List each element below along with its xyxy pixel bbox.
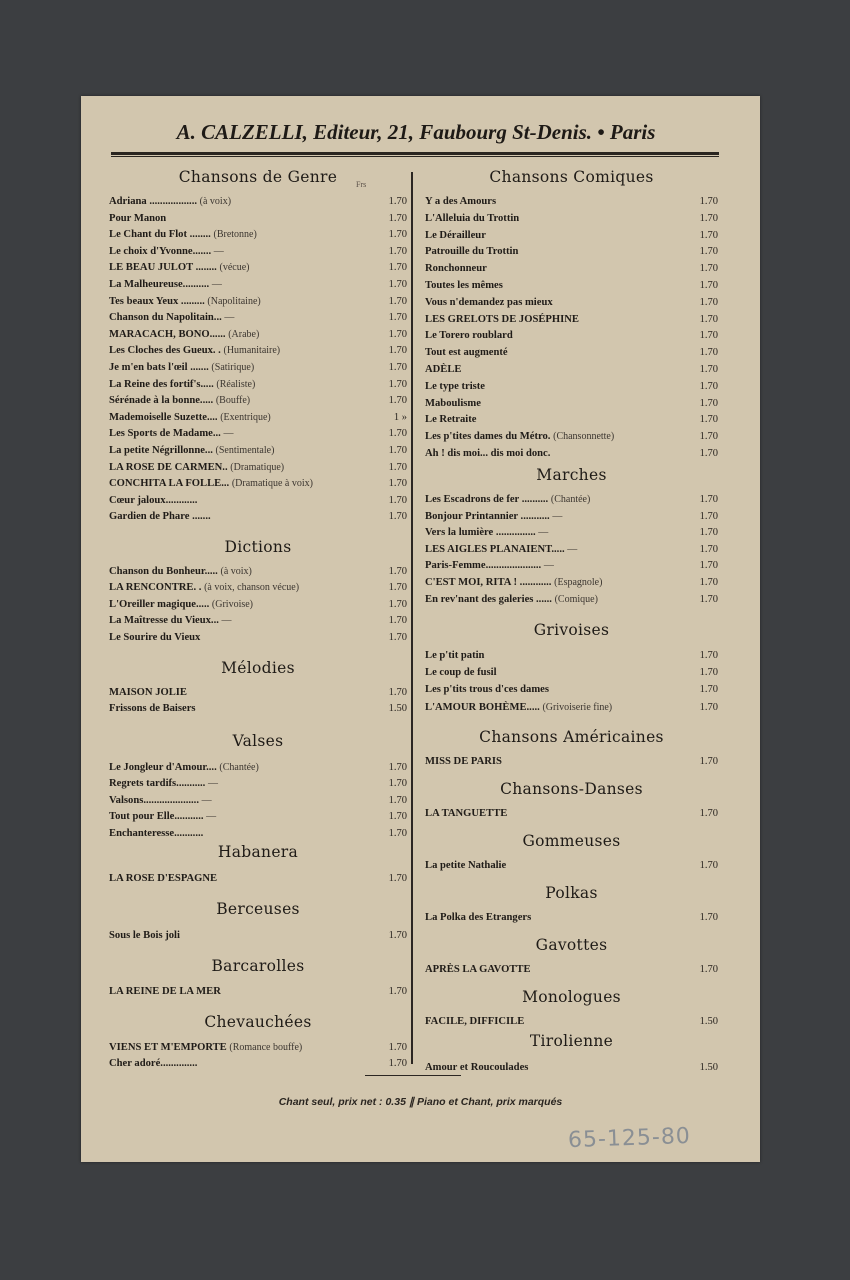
song-price: 1.70	[699, 380, 718, 392]
song-entry	[109, 826, 407, 843]
song-entry	[425, 665, 718, 682]
song-entry	[425, 312, 718, 329]
song-genre-note: (Réaliste)	[216, 378, 256, 390]
song-price: 1.70	[388, 378, 407, 390]
song-genre-note: (à voix)	[220, 566, 252, 577]
song-title: Le p'tit patin	[425, 650, 485, 661]
song-genre-note: —	[567, 543, 578, 555]
song-title: Les p'tits trous d'ces dames	[425, 684, 549, 696]
song-genre-note: (Humanitaire)	[223, 345, 281, 357]
song-price: 1.70	[699, 494, 718, 505]
song-price: 1.70	[699, 510, 718, 522]
song-entry	[109, 310, 407, 327]
song-title: Ah ! dis moi... dis moi donc.	[425, 448, 551, 459]
song-price: 1.70	[388, 494, 407, 506]
song-title: CONCHITA LA FOLLE...	[109, 478, 230, 490]
section-title-barcarolles: Barcarolles	[211, 957, 305, 975]
song-price: 1.70	[388, 312, 407, 324]
song-title: LES GRELOTS DE JOSÉPHINE	[425, 313, 579, 325]
song-entry	[425, 429, 718, 446]
song-title: L'Alleluia du Trottin	[425, 212, 520, 224]
song-entry	[425, 592, 718, 609]
song-title: Cœur jaloux............	[109, 494, 198, 506]
song-entry	[109, 194, 407, 211]
song-price: 1.70	[388, 986, 407, 997]
song-entry	[109, 509, 407, 526]
song-title: LA REINE DE LA MER	[109, 986, 221, 997]
song-title: L'Oreiller magique.....	[109, 598, 210, 610]
song-title: La petite Négrillonne...	[109, 445, 213, 456]
song-entry	[425, 558, 718, 575]
song-entry	[425, 1014, 718, 1031]
song-price: 1.70	[388, 328, 407, 340]
song-price: 1.70	[388, 827, 407, 839]
song-entry	[425, 228, 718, 245]
song-genre-note: (Chantée)	[219, 762, 259, 773]
song-entry	[109, 244, 407, 261]
song-entry	[425, 962, 718, 979]
song-title: LA RENCONTRE. .	[109, 582, 202, 594]
song-entry	[109, 294, 407, 311]
song-entry	[109, 760, 407, 777]
song-title: Regrets tardifs...........	[109, 778, 206, 790]
song-entry	[109, 260, 407, 277]
song-entry	[425, 1060, 718, 1077]
song-genre-note: —	[207, 778, 218, 790]
song-entry	[109, 580, 407, 597]
song-entry	[425, 345, 718, 362]
song-price: 1.70	[388, 196, 407, 207]
song-title: Chanson du Napolitain...	[109, 312, 222, 324]
song-entry	[109, 1040, 407, 1057]
section-title-chansons-comiques: Chansons Comiques	[489, 168, 654, 186]
song-entry	[425, 194, 718, 211]
song-price: 1.70	[388, 566, 407, 577]
song-title: L'AMOUR BOHÈME.....	[425, 701, 540, 713]
song-title: Le Jongleur d'Amour....	[109, 762, 217, 773]
song-entry	[109, 871, 407, 888]
song-price: 1.70	[699, 667, 718, 679]
song-title: Sérénade à la bonne.....	[109, 395, 214, 407]
header-rule	[111, 152, 719, 157]
song-price: 1.70	[388, 598, 407, 610]
song-genre-note: —	[543, 560, 554, 572]
song-title: FACILE, DIFFICILE	[425, 1016, 525, 1027]
song-title: Le coup de fusil	[425, 667, 497, 679]
song-price: 1.70	[388, 687, 407, 698]
song-title: Valsons.....................	[109, 794, 199, 806]
section-title-melodies: Mélodies	[221, 659, 295, 677]
song-genre-note: (Bretonne)	[213, 229, 257, 241]
song-entry	[109, 793, 407, 810]
song-genre-note: (vécue)	[219, 262, 250, 274]
song-genre-note: —	[552, 510, 563, 522]
song-price: 1.70	[388, 794, 407, 806]
section-title-dictions: Dictions	[224, 538, 292, 556]
song-entry	[425, 525, 718, 542]
song-price: 1.70	[388, 1042, 407, 1053]
song-title: Le choix d'Yvonne.......	[109, 245, 212, 257]
song-title: La petite Nathalie	[425, 860, 507, 871]
song-genre-note: (Satirique)	[211, 362, 255, 373]
song-title: MAISON JOLIE	[109, 687, 187, 698]
song-genre-note: —	[213, 245, 224, 257]
song-entry	[109, 613, 407, 630]
song-title: Maboulisme	[425, 397, 481, 409]
section-title-chevauchees: Chevauchées	[204, 1013, 312, 1031]
song-title: APRÈS LA GAVOTTE	[425, 964, 531, 975]
song-entry	[425, 542, 718, 559]
song-price: 1.70	[388, 582, 407, 594]
song-genre-note: (Sentimentale)	[215, 445, 275, 456]
song-entry	[425, 295, 718, 312]
song-title: Frissons de Baisers	[109, 703, 196, 715]
song-entry	[425, 509, 718, 526]
song-title: La Maîtresse du Vieux...	[109, 615, 219, 627]
song-entry	[109, 393, 407, 410]
song-genre-note: (Arabe)	[228, 328, 260, 340]
song-price: 1.70	[388, 295, 407, 307]
song-title: LES AIGLES PLANAIENT.....	[425, 543, 565, 555]
song-entry	[109, 1056, 407, 1073]
song-price: 1.70	[388, 511, 407, 523]
song-entry	[109, 377, 407, 394]
song-entry	[109, 630, 407, 647]
song-price: 1.70	[699, 212, 718, 224]
song-genre-note: (Grivoise)	[211, 598, 254, 610]
song-title: Cher adoré..............	[109, 1058, 198, 1069]
song-price: 1.70	[388, 762, 407, 773]
song-title: Sous le Bois joli	[109, 930, 180, 941]
song-entry	[425, 575, 718, 592]
song-price: 1.70	[388, 631, 407, 643]
footer-note: Chant seul, prix net : 0.35 ∥ Piano et Chant, prix marqués	[278, 1096, 563, 1108]
song-price: 1.70	[699, 912, 718, 923]
song-price: 1.70	[699, 527, 718, 539]
song-entry	[109, 809, 407, 826]
song-entry	[425, 396, 718, 413]
section-title-valses: Valses	[232, 732, 284, 750]
song-title: LA ROSE D'ESPAGNE	[109, 873, 218, 884]
song-genre-note: (Romance bouffe)	[229, 1042, 303, 1053]
song-title: Le Chant du Flot ........	[109, 229, 211, 241]
section-title-monologues: Monologues	[522, 988, 621, 1006]
song-entry	[109, 776, 407, 793]
song-title: La Polka des Etrangers	[425, 912, 532, 923]
song-entry	[109, 984, 407, 1001]
song-entry	[425, 700, 718, 717]
song-price: 1.70	[699, 650, 718, 661]
song-price: 1.70	[388, 478, 407, 490]
song-price: 1.70	[699, 808, 718, 819]
section-title-polkas: Polkas	[545, 884, 598, 902]
song-price: 1.70	[388, 229, 407, 241]
song-price: 1.70	[699, 246, 718, 258]
song-price: 1.70	[699, 684, 718, 696]
song-entry	[425, 754, 718, 771]
song-title: Je m'en bats l'œil .......	[109, 362, 209, 373]
song-entry	[109, 460, 407, 477]
catalogue-sheet	[81, 96, 760, 1162]
song-genre-note: (Chansonnette)	[553, 431, 615, 443]
song-genre-note: (Grivoiserie fine)	[542, 701, 613, 713]
section-title-grivoises: Grivoises	[533, 621, 610, 639]
song-genre-note: (à voix, chanson vécue)	[204, 582, 300, 594]
song-entry	[425, 328, 718, 345]
song-price: 1.50	[699, 1062, 718, 1073]
song-title: Le Sourire du Vieux	[109, 631, 201, 643]
song-title: LA TANGUETTE	[425, 808, 508, 819]
song-genre-note: —	[223, 428, 234, 440]
song-genre-note: (Dramatique à voix)	[231, 478, 313, 490]
song-entry	[109, 327, 407, 344]
song-price: 1.70	[699, 756, 718, 767]
song-genre-note: (Espagnole)	[554, 577, 603, 588]
section-title-berceuses: Berceuses	[216, 900, 300, 918]
song-title: Tout est augmenté	[425, 347, 508, 359]
song-title: Le Retraite	[425, 414, 477, 426]
song-title: Pour Manon	[109, 212, 167, 224]
section-title-gommeuses: Gommeuses	[522, 832, 621, 850]
song-price: 1.70	[699, 347, 718, 359]
song-entry	[109, 564, 407, 581]
song-title: C'EST MOI, RITA ! ............	[425, 577, 552, 588]
song-title: LE BEAU JULOT ........	[109, 262, 217, 274]
section-title-chansons-danses: Chansons-Danses	[500, 780, 643, 798]
song-genre-note: (Comique)	[554, 593, 598, 605]
song-price: 1.70	[699, 577, 718, 588]
song-entry	[425, 278, 718, 295]
column-divider	[411, 172, 413, 1064]
song-title: Tout pour Elle...........	[109, 811, 204, 823]
song-genre-note: —	[206, 811, 217, 823]
song-genre-note: (Napolitaine)	[207, 295, 261, 307]
section-title-chansons-americaines: Chansons Américaines	[479, 728, 664, 746]
song-price: 1.70	[388, 811, 407, 823]
song-price: 1.70	[699, 397, 718, 409]
song-price: 1.70	[388, 345, 407, 357]
section-title-chansons-de-genre: Chansons de Genre	[178, 168, 338, 186]
song-genre-note: —	[224, 312, 235, 324]
song-title: Paris-Femme.....................	[425, 560, 542, 572]
song-entry	[425, 211, 718, 228]
song-entry	[425, 492, 718, 509]
section-title-marches: Marches	[536, 466, 607, 484]
song-price: 1.70	[388, 362, 407, 373]
handwritten-catalogue-number: 65-125-80	[567, 1123, 692, 1154]
song-entry	[109, 426, 407, 443]
price-unit-label: Frs	[356, 180, 367, 189]
song-genre-note: —	[211, 279, 222, 290]
song-price: 1.50	[388, 703, 407, 715]
song-price: 1.70	[388, 279, 407, 290]
song-genre-note: —	[201, 794, 212, 806]
song-title: Le Dérailleur	[425, 229, 486, 241]
song-entry	[425, 446, 718, 463]
song-price: 1.70	[699, 448, 718, 459]
publisher-header: A. CALZELLI, Editeur, 21, Faubourg St-Denis. • Paris	[176, 120, 656, 144]
song-price: 1.70	[388, 615, 407, 627]
song-title: Adriana ..................	[109, 196, 197, 207]
song-price: 1.70	[699, 263, 718, 275]
song-price: 1.70	[699, 543, 718, 555]
song-entry	[109, 343, 407, 360]
song-title: Gardien de Phare .......	[109, 511, 211, 523]
song-price: 1.70	[388, 461, 407, 473]
song-title: Bonjour Printannier ...........	[425, 510, 550, 522]
song-entry	[425, 858, 718, 875]
song-entry	[109, 227, 407, 244]
song-price: 1.70	[388, 245, 407, 257]
song-genre-note: (Chantée)	[550, 494, 591, 505]
song-entry	[109, 443, 407, 460]
song-entry	[425, 682, 718, 699]
song-title: Les Escadrons de fer ..........	[425, 494, 549, 505]
song-price: 1.70	[699, 229, 718, 241]
song-price: 1.70	[699, 560, 718, 572]
song-title: Enchanteresse...........	[109, 827, 204, 839]
song-price: 1.70	[699, 593, 718, 605]
song-genre-note: (Exentrique)	[220, 411, 271, 423]
song-title: La Malheureuse..........	[109, 279, 210, 290]
song-entry	[425, 806, 718, 823]
song-price: 1.50	[699, 1016, 718, 1027]
song-price: 1.70	[699, 860, 718, 871]
song-price: 1.70	[699, 330, 718, 342]
song-price: 1.70	[699, 280, 718, 291]
song-title: Toutes les mêmes	[425, 280, 503, 291]
song-entry	[425, 910, 718, 927]
song-entry	[109, 597, 407, 614]
song-price: 1.70	[388, 212, 407, 224]
song-genre-note: (Bouffe)	[215, 395, 251, 407]
song-entry	[425, 412, 718, 429]
song-entry	[109, 277, 407, 294]
song-entry	[109, 476, 407, 493]
song-title: En rev'nant des galeries ......	[425, 593, 552, 605]
song-price: 1.70	[699, 313, 718, 325]
song-title: VIENS ET M'EMPORTE	[109, 1042, 227, 1053]
song-entry	[109, 360, 407, 377]
song-title: Le type triste	[425, 380, 486, 392]
song-entry	[425, 379, 718, 396]
section-title-habanera: Habanera	[217, 843, 299, 861]
section-title-gavottes: Gavottes	[535, 936, 608, 954]
song-price: 1.70	[388, 778, 407, 790]
song-title: LA ROSE DE CARMEN..	[109, 461, 228, 473]
song-price: 1.70	[699, 414, 718, 426]
song-genre-note: (Dramatique)	[230, 461, 285, 473]
song-title: MISS DE PARIS	[425, 756, 502, 767]
song-entry	[425, 362, 718, 379]
song-price: 1.70	[388, 395, 407, 407]
song-price: 1.70	[699, 364, 718, 375]
section-title-tirolienne: Tirolienne	[529, 1032, 614, 1050]
song-genre-note: —	[221, 615, 232, 627]
song-title: Vous n'demandez pas mieux	[425, 296, 553, 308]
song-title: Vers la lumière ...............	[425, 527, 536, 539]
song-price: 1.70	[388, 1058, 407, 1069]
song-title: Les p'tites dames du Métro.	[425, 431, 551, 443]
song-title: Patrouille du Trottin	[425, 246, 519, 258]
song-title: Tes beaux Yeux .........	[109, 295, 205, 307]
song-price: 1.70	[699, 964, 718, 975]
song-entry	[109, 701, 407, 718]
song-title: Chanson du Bonheur.....	[109, 566, 218, 577]
song-title: Le Torero roublard	[425, 330, 513, 342]
song-title: Les Sports de Madame...	[109, 428, 221, 440]
song-entry	[425, 261, 718, 278]
song-title: MARACACH, BONO......	[109, 328, 226, 340]
song-price: 1.70	[699, 701, 718, 713]
song-price: 1.70	[388, 873, 407, 884]
song-title: Amour et Roucoulades	[425, 1062, 529, 1073]
song-price: 1.70	[388, 428, 407, 440]
song-title: La Reine des fortif's.....	[109, 378, 214, 390]
song-entry	[109, 410, 407, 427]
song-entry	[109, 493, 407, 510]
song-price: 1.70	[699, 296, 718, 308]
song-title: Les Cloches des Gueux. .	[109, 345, 221, 357]
song-title: ADÈLE	[425, 364, 462, 375]
song-title: Mademoiselle Suzette....	[109, 411, 218, 423]
song-entry	[425, 244, 718, 261]
song-price: 1 »	[393, 411, 407, 423]
song-price: 1.70	[388, 930, 407, 941]
song-entry	[109, 211, 407, 228]
song-entry	[109, 685, 407, 702]
song-entry	[109, 928, 407, 945]
song-genre-note: (à voix)	[199, 196, 232, 207]
song-price: 1.70	[388, 262, 407, 274]
song-price: 1.70	[699, 196, 718, 207]
song-price: 1.70	[699, 431, 718, 443]
song-price: 1.70	[388, 445, 407, 456]
song-entry	[425, 648, 718, 665]
song-title: Y a des Amours	[425, 196, 497, 207]
song-genre-note: —	[538, 527, 549, 539]
song-title: Ronchonneur	[425, 263, 487, 275]
